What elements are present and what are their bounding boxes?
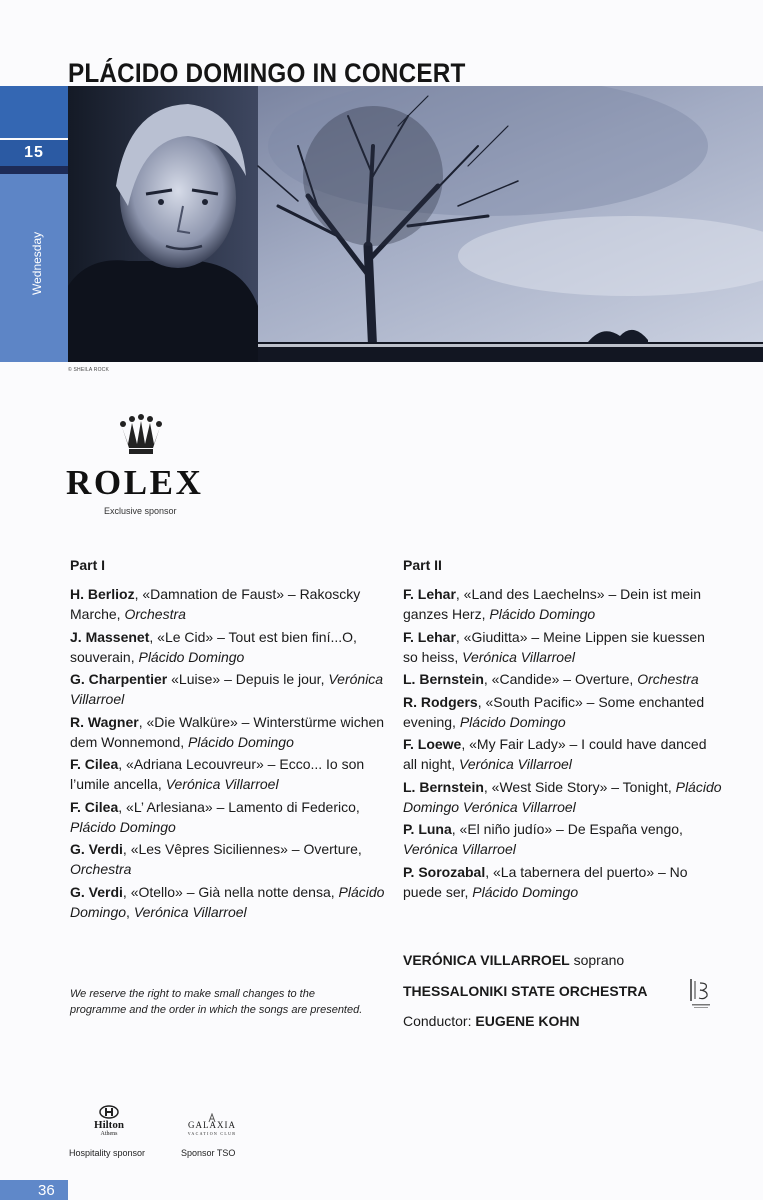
programme-item: R. Rodgers, «South Pacific» – Some enchanted evening, Plácido Domingo [403, 693, 705, 730]
hilton-mark-icon [98, 1105, 120, 1119]
hilton-name: Hilton [94, 1119, 124, 1131]
sponsor-caption: Exclusive sponsor [104, 506, 177, 516]
date-tab-top [0, 86, 68, 138]
programme-item: F. Cilea, «L’ Arlesiana» – Lamento di Federico, Plácido Domingo [70, 798, 360, 835]
programme-item: R. Wagner, «Die Walküre» – Winterstürme wichen dem Wonnemond, Plácido Domingo [70, 713, 385, 750]
programme-change-notice: We reserve the right to make small changes to the programme and the order in which the songs are presented. [70, 988, 363, 1016]
programme-item: F. Lehar, «Giuditta» – Meine Lippen sie kuessen so heiss, Verónica Villarroel [403, 628, 705, 665]
galaxia-subtitle: VACATION CLUB [187, 1131, 237, 1136]
programme-part-2 [403, 557, 723, 904]
programme-item: J. Massenet, «Le Cid» – Tout est bien finí...O, souverain, Plácido Domingo [70, 628, 357, 665]
page-number-tab [0, 1180, 68, 1200]
conductor-name: EUGENE KOHN [475, 1013, 580, 1029]
soloist-line [403, 952, 624, 968]
page-title: PLÁCIDO DOMINGO IN CONCERT [68, 58, 466, 88]
weekday-label: Wednesday [30, 231, 44, 295]
date-number: 15 [0, 140, 68, 166]
programme-item: F. Cilea, «Adriana Lecouvreur» – Ecco... Io son l’umile ancella, Verónica Villarroel [70, 756, 365, 792]
programme-item: F. Loewe, «My Fair Lady» – I could have danced all night, Verónica Villarroel [403, 736, 707, 772]
programme-part-1 [70, 557, 390, 924]
photo-credit: © SHEILA ROCK [68, 367, 110, 373]
galaxia-mark-icon [207, 1110, 217, 1120]
programme-item: P. Luna, «El niño judío» – De España vengo, Verónica Villarroel [403, 821, 683, 857]
hilton-city: Athens [100, 1131, 118, 1137]
hilton-logo [84, 1105, 134, 1141]
programme-item: G. Charpentier «Luise» – Depuis le jour, Verónica Villarroel [70, 671, 384, 707]
hospitality-sponsor-label: Hospitality sponsor [69, 1148, 146, 1158]
programme-item: L. Bernstein, «Candide» – Overture, Orchestra [403, 671, 699, 687]
tso-sponsor-label: Sponsor TSO [181, 1148, 236, 1158]
page-number: 36 [38, 1182, 55, 1199]
programme-item: F. Lehar, «Land des Laechelns» – Dein ist mein ganzes Herz, Plácido Domingo [403, 586, 702, 622]
programme-item: G. Verdi, «Otello» – Già nella notte densa, Plácido Domingo, Verónica Villarroel [70, 883, 385, 920]
programme-item: P. Sorozabal, «La tabernera del puerto» – No puede ser, Plácido Domingo [403, 863, 688, 900]
galaxia-logo [180, 1110, 244, 1142]
crown-icon [119, 414, 163, 458]
date-tab-divider [0, 166, 68, 174]
conductor-line [403, 1013, 580, 1029]
galaxia-name: GALAXIA [188, 1120, 236, 1130]
programme-item: L. Bernstein, «West Side Story» – Tonight, Plácido Domingo Verónica Villarroel [403, 778, 722, 815]
programme-item: G. Verdi, «Les Vêpres Siciliennes» – Overture, Orchestra [70, 841, 362, 877]
orchestra-logo-icon [688, 977, 714, 1011]
orchestra-name: THESSALONIKI STATE ORCHESTRA [403, 983, 648, 999]
rolex-logo: ROLEX [66, 463, 204, 502]
soloist-role: soprano [569, 952, 625, 968]
header-photo [68, 86, 763, 362]
programme-item: H. Berlioz, «Damnation de Faust» – Rakoscky Marche, Orchestra [70, 586, 361, 622]
conductor-label: Conductor: [403, 1013, 476, 1029]
part-2-heading: Part II [403, 557, 442, 573]
part-1-heading: Part I [70, 557, 106, 573]
soloist-name: VERÓNICA VILLARROEL [403, 952, 570, 968]
